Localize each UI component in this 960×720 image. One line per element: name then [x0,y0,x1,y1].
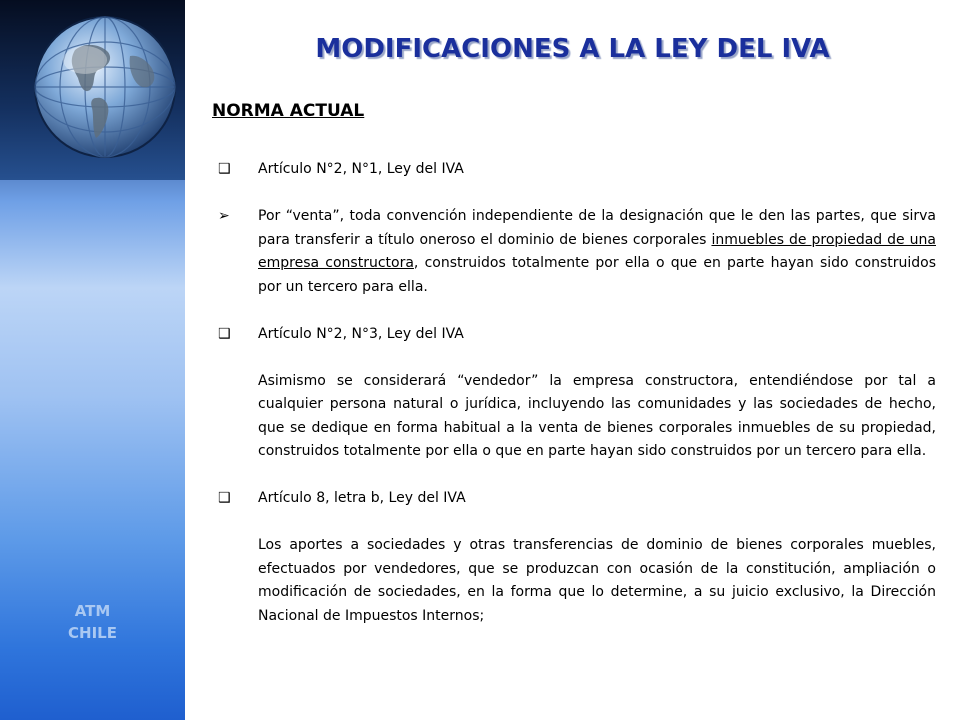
chile-label: CHILE [68,624,117,642]
item3-body: Los aportes a sociedades y otras transferencias de dominio de bienes corporales muebles, efectuados por vendedores, que se produzcan con ocasión de la constitución, ampliación o modificación de sociedades, en la forma que lo determine, a su juicio exclusivo, la Dirección Nacional de Impuestos Internos; [258,537,936,624]
item1-text-b: , construidos totalmente por ella o que en parte hayan sido construidos por un tercero para ella. [258,255,936,295]
atm-chile-label [0,600,185,644]
item1-body [258,205,936,299]
list-item [218,487,936,511]
square-bullet-icon: ❑ [218,325,231,342]
list-item [218,534,936,628]
arrow-bullet-icon: ➢ [218,208,230,224]
sidebar [0,0,185,720]
atm-label: ATM [74,602,111,620]
slide-content [218,158,936,628]
item2-body: Asimismo se considerará “vendedor” la empresa constructora, entendiéndose por tal a cualquier persona natural o jurídica, incluyendo las comunidades y las sociedades de hecho, que se dedique en forma habitual a la venta de bienes corporales inmuebles de su propiedad, construidos totalmente por ella o que en parte hayan sido construidos por un tercero para ella. [258,372,936,459]
item2-title: Artículo N°2, N°3, Ley del IVA [258,325,464,342]
list-item [218,370,936,464]
square-bullet-icon: ❑ [218,490,231,506]
item1-title: Artículo N°2, N°1, Ley del IVA [258,161,464,177]
list-item [218,205,936,299]
section-heading: NORMA ACTUAL [212,101,365,121]
item1-text-underlined: inmuebles de propiedad de una empresa constructora [258,231,936,271]
item3-title: Artículo 8, letra b, Ley del IVA [258,490,466,506]
slide-title: MODIFICACIONES A LA LEY DEL IVA [315,34,830,64]
item1-text-a: Por “venta”, toda convención independiente de la designación que le den las partes, que sirva para transferir a título oneroso el dominio de bienes corporales [258,208,936,248]
globe-icon [30,12,180,162]
square-bullet-icon: ❑ [218,161,231,177]
list-item [218,158,936,182]
list-item [218,323,936,347]
